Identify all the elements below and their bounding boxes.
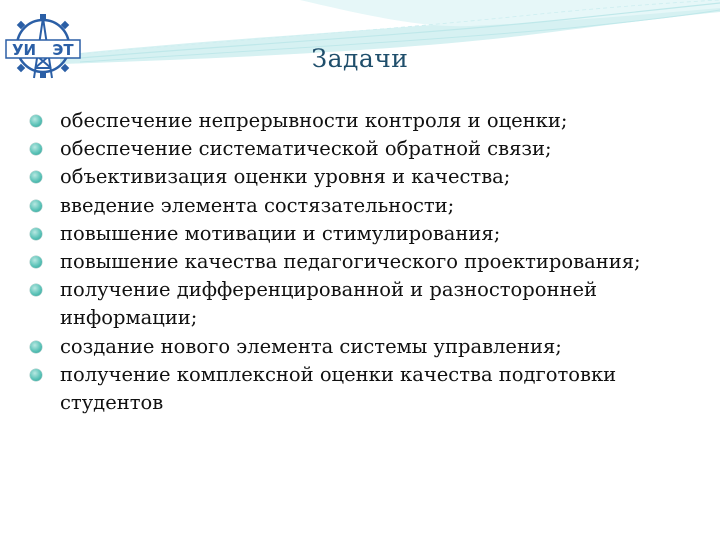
bullet-icon <box>30 115 42 127</box>
logo-left-text: УИ <box>11 41 37 59</box>
list-item <box>30 248 710 276</box>
list-item <box>30 220 710 248</box>
list-item-text: повышение мотивации и стимулирования; <box>60 221 501 245</box>
logo-right-text: ЭТ <box>52 41 74 59</box>
list-item <box>30 361 710 417</box>
slide-title: Задачи <box>311 44 409 73</box>
bullet-icon <box>30 143 42 155</box>
bullet-icon <box>30 369 42 381</box>
bullet-icon <box>30 200 42 212</box>
list-item-text: получение комплексной оценки качества подготовки студентов <box>60 362 617 415</box>
list-item <box>30 163 710 191</box>
list-item-text: обеспечение систематической обратной связи; <box>60 137 552 161</box>
list-item-text: повышение качества педагогического проектирования; <box>60 250 641 274</box>
list-item <box>30 276 710 332</box>
bullet-list <box>30 107 710 417</box>
bullet-icon <box>30 341 42 353</box>
bullet-icon <box>30 228 42 240</box>
list-item-text: введение элемента состязательности; <box>60 193 455 217</box>
list-item <box>30 333 710 361</box>
list-item <box>30 135 710 163</box>
list-item-text: создание нового элемента системы управления; <box>60 334 562 358</box>
list-item-text: получение дифференцированной и разносторонней информации; <box>60 278 598 330</box>
list-item <box>30 107 710 135</box>
list-item-text: обеспечение непрерывности контроля и оценки; <box>60 109 568 132</box>
list-item-text: объективизация оценки уровня и качества; <box>60 165 511 189</box>
bullet-icon <box>30 256 42 268</box>
list-item <box>30 192 710 220</box>
bullet-icon <box>30 284 42 296</box>
bullet-icon <box>30 171 42 183</box>
